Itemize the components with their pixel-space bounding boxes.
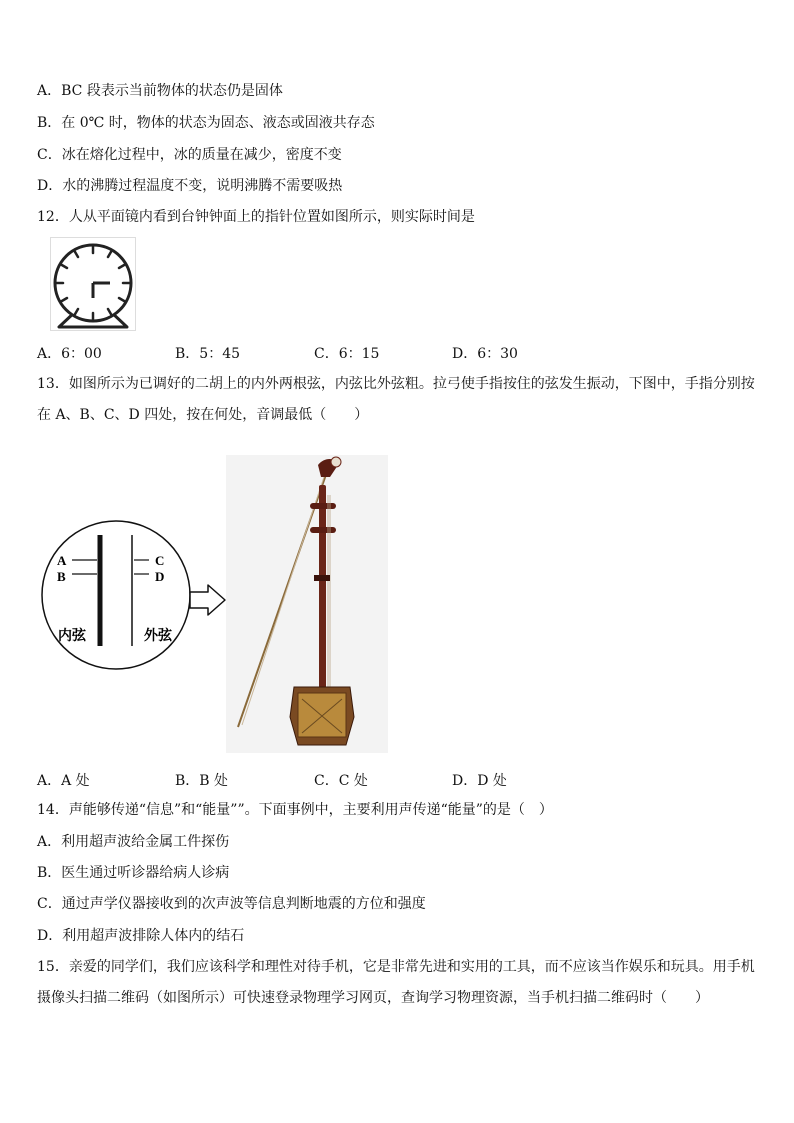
q12-options [37, 343, 757, 361]
q14-option-b: B．医生通过听诊器给病人诊病 [37, 865, 230, 881]
q14-option-d: D．利用超声波排除人体内的结石 [37, 928, 245, 944]
q11-option-b: B．在 0℃ 时，物体的状态为固态、液态或固液共存态 [37, 115, 375, 131]
q12-option-d: D．6：30 [452, 346, 518, 362]
label-outer-string: 外弦 [144, 628, 172, 644]
erhu-qianjin [314, 575, 330, 581]
label-a: A [57, 553, 67, 568]
erhu-photo [226, 455, 388, 753]
q12-option-a: A．6：00 [37, 346, 102, 362]
q13-options [37, 770, 757, 788]
erhu-tuning-peg-2 [310, 527, 336, 533]
q12-stem: 12．人从平面镜内看到台钟钟面上的指针位置如图所示，则实际时间是 [37, 209, 475, 225]
erhu-tuning-peg-1 [310, 503, 336, 509]
label-b: B [57, 569, 66, 584]
clock-figure [50, 237, 136, 331]
q11-option-c: C．冰在熔化过程中，冰的质量在减少，密度不变 [37, 147, 342, 163]
label-inner-string: 内弦 [58, 628, 86, 644]
q12-option-b: B．5：45 [175, 346, 241, 362]
q13-stem-line2: 在 A、B、C、D 四处，按在何处，音调最低（ ） [37, 407, 369, 423]
q13-option-a: A．A 处 [37, 773, 90, 789]
string-diagram [40, 516, 230, 674]
q12-option-c: C．6：15 [314, 346, 380, 362]
q11-option-d: D．水的沸腾过程温度不变，说明沸腾不需要吸热 [37, 178, 343, 194]
q14-option-c: C．通过声学仪器接收到的次声波等信息判断地震的方位和强度 [37, 896, 426, 912]
label-c: C [155, 553, 165, 568]
erhu-neck [319, 485, 326, 710]
q11-option-a: A．BC 段表示当前物体的状态仍是固体 [37, 83, 283, 99]
q15-stem-line1: 15．亲爱的同学们，我们应该科学和理性对待手机，它是非常先进和实用的工具，而不应该当作娱乐和玩具。用手机 [37, 959, 755, 975]
label-d: D [155, 569, 165, 584]
erhu-finial [331, 457, 341, 467]
q14-stem: 14．声能够传递“信息”和“能量””。下面事例中，主要利用声传递“能量”的是（ ） [37, 802, 553, 818]
q13-option-d: D．D 处 [452, 773, 507, 789]
string-diagram-circle [42, 521, 190, 669]
q13-option-c: C．C 处 [314, 773, 368, 789]
q13-stem-line1: 13．如图所示为已调好的二胡上的内外两根弦，内弦比外弦粗。拉弓使手指按住的弦发生振动，下图中，手指分别按 [37, 376, 755, 392]
q13-option-b: B．B 处 [175, 773, 229, 789]
q14-option-a: A．利用超声波给金属工件探伤 [37, 834, 230, 850]
arrow-right-icon [190, 585, 225, 615]
q15-stem-line2: 摄像头扫描二维码（如图所示）可快速登录物理学习网页，查询学习物理资源，当手机扫描二维码时（ ） [37, 990, 709, 1006]
